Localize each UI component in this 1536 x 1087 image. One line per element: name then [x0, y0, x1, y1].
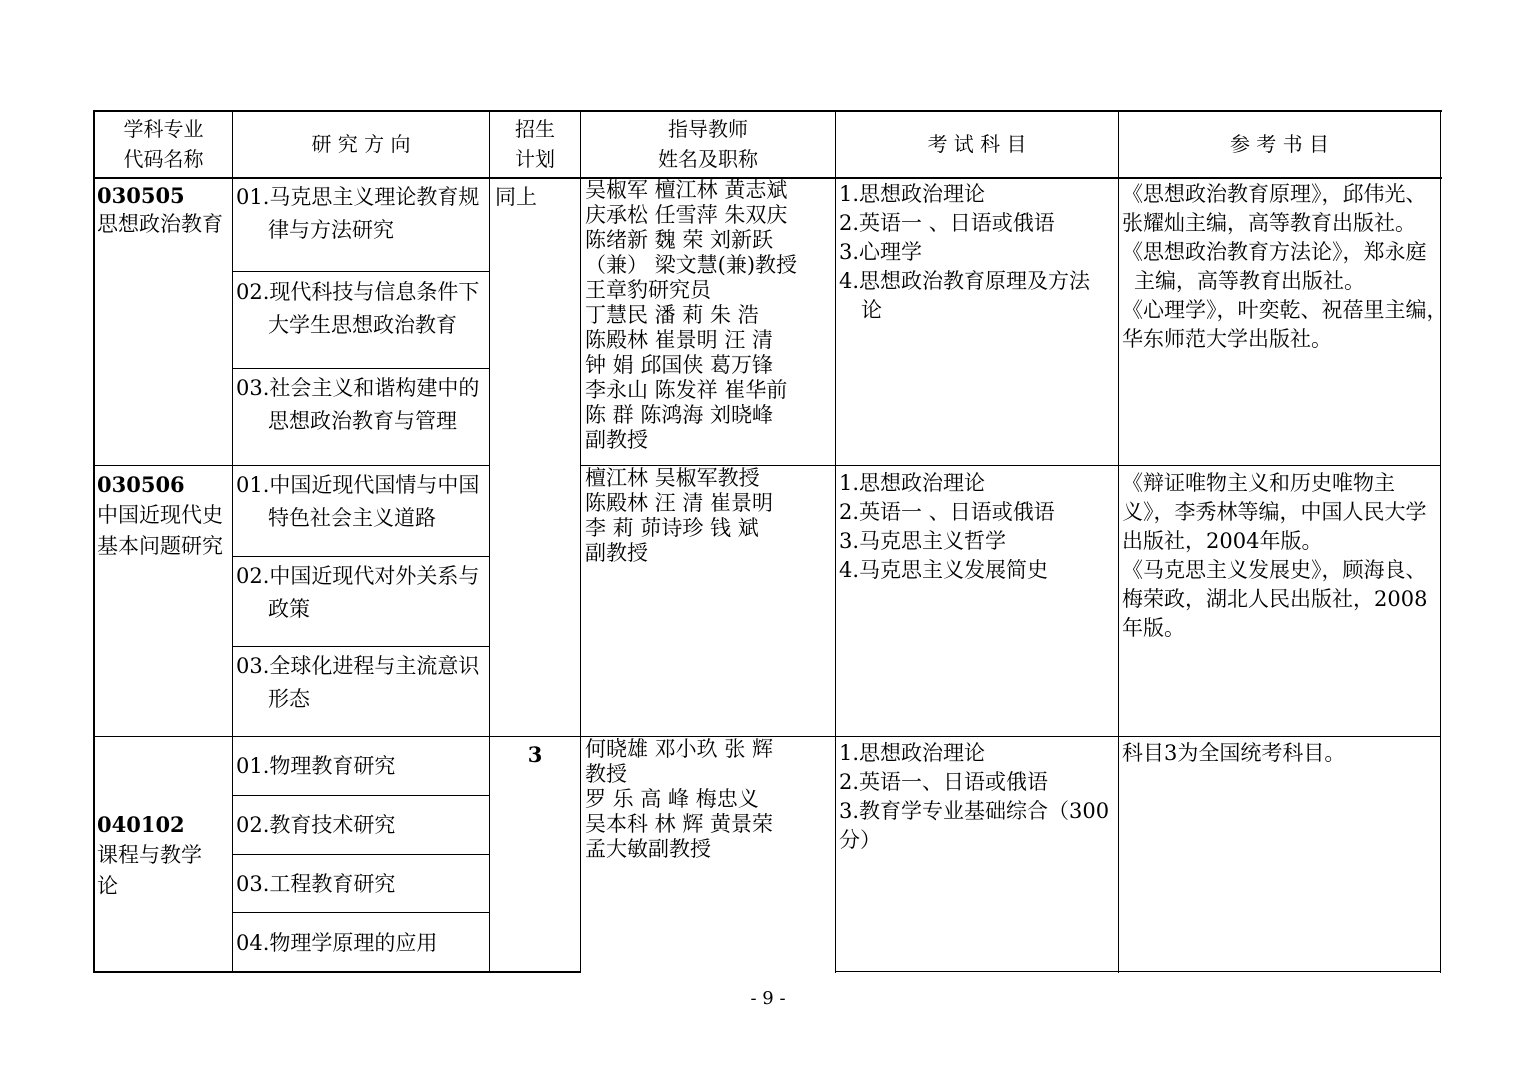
row1-plan: 同上	[495, 185, 537, 209]
row3-teachers: 何晓雄 邓小玖 张 辉 教授 罗 乐 高 峰 梅忠义 吴本科 林 辉 黄景荣 孟大敏副教授	[585, 737, 774, 861]
row3-books: 科目3为全国统考科目。	[1122, 741, 1346, 765]
row3-subjects: 1.思想政治理论 2.英语一、日语或俄语 3.教育学专业基础综合（300 分）	[839, 741, 1110, 852]
table-border-left	[93, 110, 95, 973]
dir-sep-6	[232, 854, 490, 855]
row1-books: 《思想政治教育原理》，邱伟光、 张耀灿主编，高等教育出版社。 《思想政治教育方法论》，郑永庭 主编，高等教育出版社。 《心理学》，叶奕乾、祝蓓里主编， 华东师范大学出版社。	[1122, 182, 1448, 351]
header-books: 参 考 书 目	[1229, 132, 1330, 156]
row1-direction-1: 01.马克思主义理论教育规 律与方法研究	[236, 185, 480, 242]
row3-code-name: 040102 课程与教学 论	[97, 812, 202, 898]
col-sep-5	[1118, 110, 1119, 973]
header-subjects: 考 试 科 目	[927, 132, 1027, 156]
dir-sep-1	[232, 271, 490, 272]
dir-sep-5	[232, 795, 490, 796]
row1-direction-2: 02.现代科技与信息条件下 大学生思想政治教育	[236, 280, 480, 337]
row2-code-name: 030506 中国近现代史 基本问题研究	[97, 472, 223, 558]
col-sep-3	[580, 110, 581, 973]
col-sep-4	[835, 110, 836, 973]
row1-teachers: 吴椒军 檀江林 黄志斌 庆承松 任雪萍 朱双庆 陈绪新 魏 荣 刘新跃 （兼） 梁文慧(兼)教授 王章豹研究员 丁慧民 潘 莉 朱 浩 陈殿林 崔景明 汪 清 钟 娟 邱国侠 葛万锋 李永山 陈发祥 崔华前 陈 群 陈鸿海 刘晓峰 副教授	[585, 178, 798, 452]
row1-direction-3: 03.社会主义和谐构建中的 思想政治教育与管理	[236, 376, 480, 433]
row3-direction-2: 02.教育技术研究	[236, 813, 396, 837]
row2-books: 《辩证唯物主义和历史唯物主 义》，李秀林等编，中国人民大学 出版社，2004年版。 《马克思主义发展史》，顾海良、 梅荣政，湖北人民出版社，2008 年版。	[1122, 471, 1428, 640]
header-direction: 研 究 方 向	[311, 132, 411, 156]
dir-sep-2	[232, 368, 490, 369]
row1-subjects: 1.思想政治理论 2.英语一 、日语或俄语 3.心理学 4.思想政治教育原理及方法 论	[839, 182, 1091, 322]
col-sep-1	[232, 110, 233, 973]
table-border-bottom-left	[93, 971, 580, 973]
col-sep-2	[489, 110, 490, 973]
row-sep-1a	[93, 465, 490, 466]
row3-plan: 3	[527, 742, 543, 767]
dir-sep-3	[232, 556, 490, 557]
row2-direction-1: 01.中国近现代国情与中国 特色社会主义道路	[236, 473, 480, 530]
row2-teachers: 檀江林 吴椒军教授 陈殿林 汪 清 崔景明 李 莉 茆诗珍 钱 斌 副教授	[585, 466, 774, 565]
table-border-bottom-right	[835, 971, 1441, 972]
header-code-name: 学科专业 代码名称	[123, 117, 204, 171]
header-teachers: 指导教师 姓名及职称	[658, 117, 758, 171]
row2-subjects: 1.思想政治理论 2.英语一 、日语或俄语 3.马克思主义哲学 4.马克思主义发展简史	[839, 471, 1055, 582]
header-plan: 招生 计划	[515, 117, 555, 171]
row2-direction-3: 03.全球化进程与主流意识 形态	[236, 654, 480, 711]
dir-sep-4	[232, 646, 490, 647]
row1-code-name: 030505 思想政治教育	[97, 183, 223, 236]
row3-direction-1: 01.物理教育研究	[236, 754, 396, 778]
row3-direction-3: 03.工程教育研究	[236, 872, 396, 896]
page-number: - 9 -	[750, 988, 786, 1009]
table-border-top	[93, 110, 1442, 112]
row2-direction-2: 02.中国近现代对外关系与 政策	[236, 564, 480, 621]
dir-sep-7	[232, 912, 490, 913]
row3-direction-4: 04.物理学原理的应用	[236, 931, 438, 955]
